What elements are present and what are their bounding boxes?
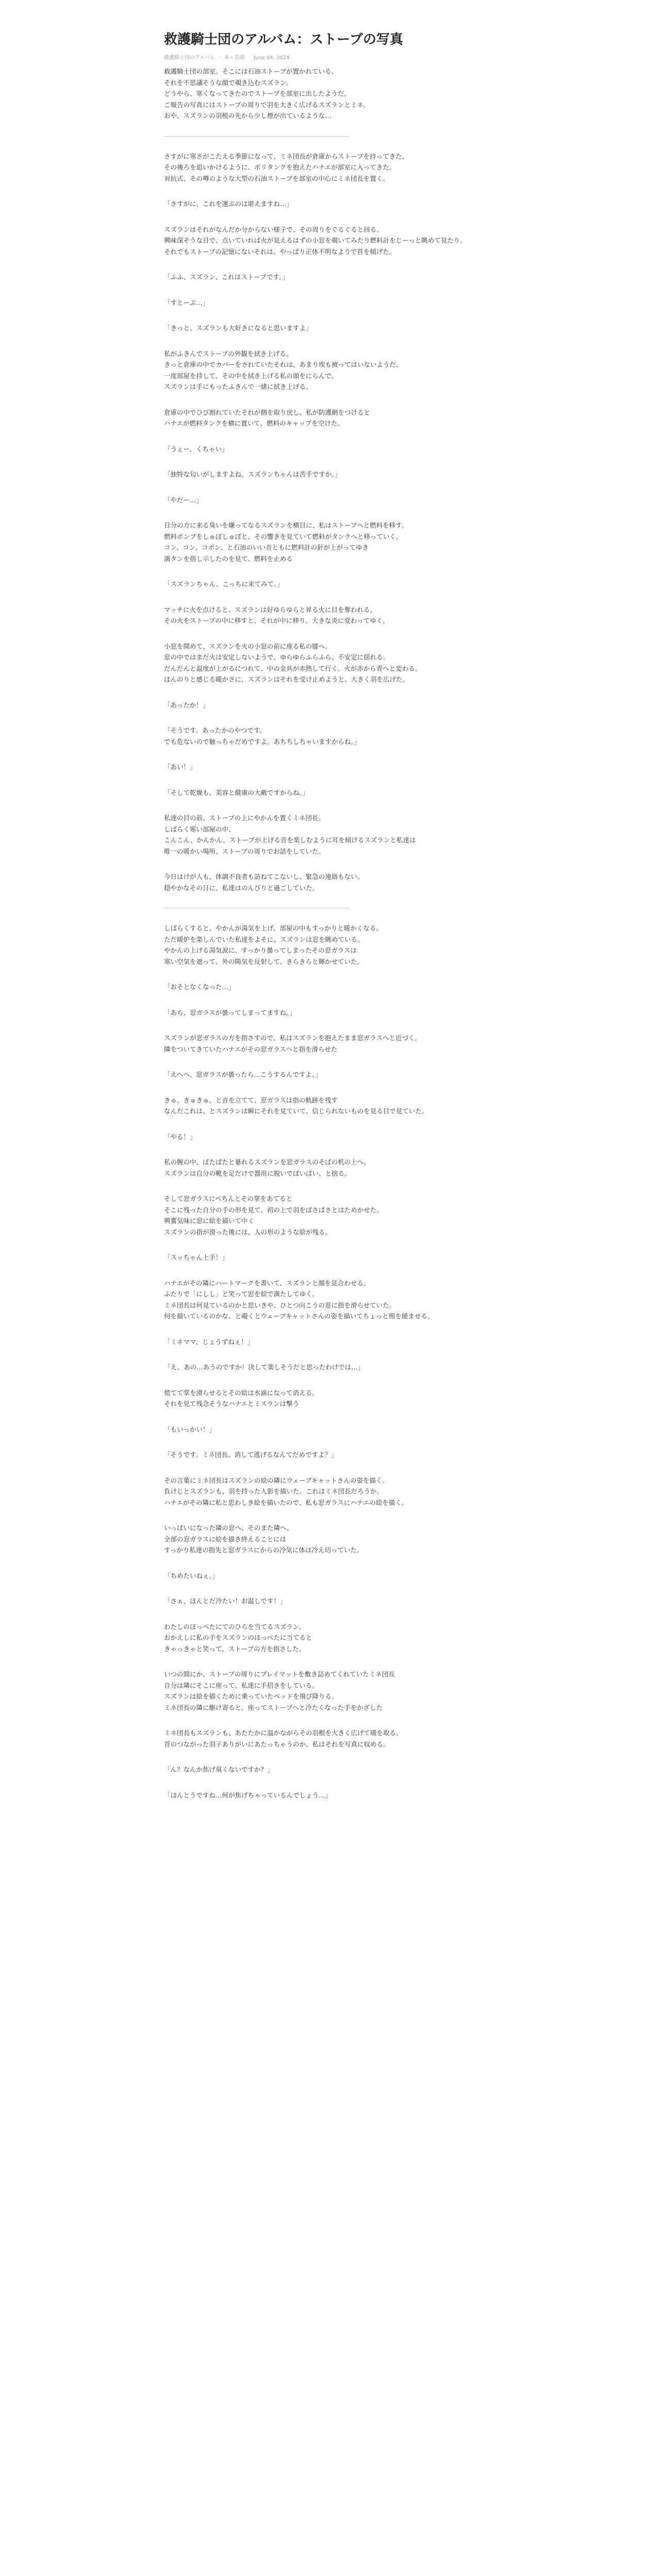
paragraph xyxy=(164,1007,494,1019)
text-line: その火をストーブの中に移すと、それが中に移り、大きな炎に変わってゆく。 xyxy=(164,617,389,625)
text-line: それを見て残念そうなハナエとミスランは撃う xyxy=(164,1400,300,1408)
text-line: 全部の窓ガラスに絵を描き終えることには xyxy=(164,1535,287,1543)
text-line: マッチに火を点けると、スズランは好ゆらゆらと昇る火に目を奪われる。 xyxy=(164,605,377,614)
text-line: 興味深そうな目で、点いていれば火が見えるはずの小窓を覗いてみたり燃料計をじーっと眺めて見たり。 xyxy=(164,236,467,245)
paragraph xyxy=(164,297,494,309)
text-line: その言葉にミネ団長はスズランの絵の隣にウェーブキャットさんの姿を描く。 xyxy=(164,1476,389,1484)
text-line: おかえしに私の手をスズランのほっぺたに当てると xyxy=(164,1634,312,1642)
text-line: 「スズランちゃん、こっちに来てみて。」 xyxy=(164,580,284,588)
paragraph xyxy=(164,1362,494,1373)
paragraph xyxy=(164,198,494,210)
text-line: 「すとーぶ…」 xyxy=(164,298,209,307)
paragraph xyxy=(164,444,494,455)
text-line: ミネ団長もスズランも、あたたかに温かながらその羽根を大きく広げて暖を取る。 xyxy=(164,1729,403,1737)
paragraph xyxy=(164,1475,494,1509)
text-line: 自分は隣にそこに座って、私達に手招きをしている。 xyxy=(164,1681,319,1689)
text-line: 「え、あの…あうのですか！決して楽しそうだと思ったわけでは…」 xyxy=(164,1363,365,1371)
paragraph xyxy=(164,1596,494,1607)
paragraph xyxy=(164,1424,494,1435)
text-line: ミネ団長の隣に駆け寄ると、座ってストーブへと冷たくなった手をかざした xyxy=(164,1703,383,1711)
text-line: さすがに寒さがこたえる季節になって、ミネ団長が倉庫からストーブを持ってきた。 xyxy=(164,152,409,160)
paragraph xyxy=(164,407,494,429)
text-line: わたしのほっぺたにてのひらを当てるスズラン。 xyxy=(164,1622,306,1631)
text-line: いつの間にか、ストーブの周りにブレイマットを敷き詰めてくれていたミネ団長 xyxy=(164,1670,395,1679)
paragraph xyxy=(164,1278,494,1322)
text-line: スズランは絵を描くために乗っていたベッドを飛び降りる。 xyxy=(164,1692,338,1701)
text-line: こんこん、かんかん、ストーブが上げる音を楽しむように耳を傾けるスズランと私達は xyxy=(164,836,416,844)
text-line: いっぱいになった隣の窓へ、そのまた隣へ。 xyxy=(164,1524,293,1532)
paragraph xyxy=(164,1069,494,1080)
category-link[interactable]: 救護騎士団のアルバム xyxy=(164,55,215,61)
paragraph xyxy=(164,323,494,334)
text-line: 慌てて掌を滑らせるとその絵は水滴になって消える。 xyxy=(164,1388,319,1397)
paragraph xyxy=(164,981,494,993)
text-line: ご報告の写真にはストーブの周りで羽を大きく広げるスズランとミネ。 xyxy=(164,100,370,109)
paragraph xyxy=(164,1764,494,1775)
paragraph xyxy=(164,1095,494,1117)
text-line: 倉庫の中でひび割れていたそれが側を取り戻し、私が防護網をつけると xyxy=(164,408,371,416)
text-line: 私の腕の中、ばたばたと暴れるスズランを窓ガラスのそばの机の上へ。 xyxy=(164,1158,370,1166)
paragraph xyxy=(164,495,494,506)
text-line: 「ふふ、スズラン、これはストーブです。」 xyxy=(164,273,289,281)
article-body xyxy=(164,66,494,1801)
text-line: 「さぁ、ほんとだ冷たい！お温しです！」 xyxy=(164,1597,287,1605)
paragraph xyxy=(164,520,494,564)
text-line: ふたりで「にしし」と笑って窓を絵で満たしてゆく。 xyxy=(164,1290,319,1298)
text-line: ミネ団長は何見ているのかと思いきや、ひとつ向こうの窓に指を滑らせていた。 xyxy=(164,1301,396,1309)
paragraph xyxy=(164,272,494,283)
text-line: 満タンを指し示したのを見て、燃料を止める xyxy=(164,554,293,563)
text-line: 「もいっかい！」 xyxy=(164,1425,216,1433)
text-line: きゅ、きゅきゅ、と音を立てて、窓ガラスは指の軌跡を残す xyxy=(164,1096,338,1104)
paragraph xyxy=(164,66,494,122)
text-line: 「やる！」 xyxy=(164,1132,196,1141)
text-line: しばらく寒い部屋の中、 xyxy=(164,825,235,833)
text-line: 「あったか！」 xyxy=(164,701,209,709)
paragraph xyxy=(164,761,494,773)
text-line: 「独特な匂いがしますよね。スズランちゃんは苦手ですか。」 xyxy=(164,470,341,479)
paragraph xyxy=(164,700,494,711)
text-line: 「きっと、スズランも大好きになると思いますよ」 xyxy=(164,324,312,332)
paragraph xyxy=(164,871,494,893)
text-line: 「えへへ、窓ガラスが曇ったら…こうするんですよ。」 xyxy=(164,1071,322,1079)
text-line: 負けじとスズランも、羽を持った人影を描いた。これはミネ団長だろうか。 xyxy=(164,1487,384,1496)
text-line: しばらくすると、やかんが湯気を上げ、部屋の中もすっかりと暖かくなる。 xyxy=(164,924,383,933)
paragraph xyxy=(164,1790,494,1801)
text-line: 何を描いているのかな、と覗くとウェーブキャットさんの姿を描いてちょっと照を緩ませる。 xyxy=(164,1312,434,1320)
paragraph xyxy=(164,1449,494,1461)
section-divider xyxy=(164,136,350,137)
paragraph xyxy=(164,641,494,685)
text-line: 「あい！」 xyxy=(164,763,196,771)
post-date: June 04, 2024 xyxy=(254,55,290,61)
paragraph xyxy=(164,151,494,184)
paragraph xyxy=(164,787,494,799)
text-line: 「おそとなくなった…」 xyxy=(164,983,235,991)
paragraph xyxy=(164,348,494,393)
paragraph xyxy=(164,1727,494,1750)
paragraph xyxy=(164,923,494,967)
text-line: スズランはそれがなんだか分からない様子で、その周りをぐるぐると回る。 xyxy=(164,225,383,233)
text-line: 燃料ポンプをしゅぽしゅぽと、その響きを見ていて燃料がタンクへと移っていく。 xyxy=(164,532,403,540)
text-line: そこに残った自分の手の形を見て、初の上で羽をぱさぱさとはためかせた。 xyxy=(164,1206,383,1214)
text-line: コン、コン、コポン、と石油のいい音ともに燃料計の針が上がってゆき xyxy=(164,544,369,552)
text-line: 「ミネママ、じょうずねぇ！」 xyxy=(164,1337,254,1346)
text-line: すっかり私達の指先と窓ガラスにからの冷気に体は冷え切っていた。 xyxy=(164,1546,363,1554)
text-line: 穏やかなその日に、私達はのんびりと過ごしていた。 xyxy=(164,884,319,892)
text-line: スズランは手にもったふきんで一緒に拭き上げる。 xyxy=(164,383,312,391)
text-line: 「そして乾燥も、美容と健康の大敵ですからね。」 xyxy=(164,788,309,796)
paragraph xyxy=(164,1193,494,1238)
text-line: 首のつながった羽子ありがいにあたっちゃうのか、私はそれを写真に収める。 xyxy=(164,1740,390,1748)
text-line: きっと倉庫の中でカバーをされていたそれは、あまり埃も被ってはいないようだ。 xyxy=(164,361,403,369)
meta-separator: · xyxy=(219,55,221,61)
text-line: 「そうです。ミネ団長、消して逃げるなんてだめですよ？」 xyxy=(164,1451,338,1459)
text-line: やかんの上げる湯気涙に、すっかり曇ってしまったその窓ガラスは xyxy=(164,946,357,955)
text-line: でも危ないので触っちゃだめですよ。あちちしちゃいますからね。」 xyxy=(164,737,361,745)
paragraph xyxy=(164,1522,494,1556)
text-line: 「ほんとうですね…何が焦げちゃっているんでしょう…」 xyxy=(164,1791,332,1799)
text-line: 一度部屋を持して、その中を拭き上げる私の頭をにらんで、 xyxy=(164,371,338,380)
text-line: その後ろを追いかけるように、ポリタンクを抱えたハナエが部室に入ってきた。 xyxy=(164,163,396,172)
text-line: それでもストーブの記憶にないそれは、やっぱり正体不明なようで首を傾げた。 xyxy=(164,247,396,256)
text-line: ほんのりと感じる暖かさに、スズランはそれを受け止めようと、大きく羽を広げた。 xyxy=(164,675,409,684)
text-line: スズランは自分の靴を足だけで器用に脱いでぱいぱい、と捨る。 xyxy=(164,1169,351,1177)
text-line: 目分の方に来る臭いを嫌ってなるスズランを横目に、私はストーブへと燃料を移す。 xyxy=(164,521,408,530)
text-line: 興奮気味に窓に絵を描いて中く xyxy=(164,1217,255,1225)
text-line: 寒い空気を遮って、外の陽気を反射して、きらきらと輝かせていた。 xyxy=(164,957,364,965)
text-line: スズランの指が滑った後には、人の形のような絵が残る。 xyxy=(164,1228,332,1236)
text-line: 「そうです。あったかのやつです。 xyxy=(164,726,266,735)
text-line: 「スッちゃん上手！」 xyxy=(164,1253,228,1262)
paragraph xyxy=(164,579,494,590)
text-line: 今日はけが人も、体調不良者も訪ねてこないし、緊急の連絡もない。 xyxy=(164,873,364,881)
text-line: だんだんと温度が上がるにつれて、中の金具が赤熱して行く。火が赤から青へと変わる。 xyxy=(164,664,422,672)
text-line: 対抗式、その噂のような大型の石油ストーブを部室の中心にミネ団長を置く。 xyxy=(164,174,389,182)
post-meta xyxy=(164,53,494,61)
text-line: なんだこれは、とスズランは瞬にそれを見ていて、信じられないものを見る目で見ていた。 xyxy=(164,1107,428,1115)
text-line: 「あら、窓ガラスが曇ってしまってますね。」 xyxy=(164,1008,296,1016)
text-line: 窓の中ではまだ火は安定しないようで、ゆらゆらふらふら、不安定に揺れる。 xyxy=(164,653,390,662)
text-line: ハナエが燃料タンクを横に置いて、燃料のキャップを空けた。 xyxy=(164,419,344,428)
meta-separator: · xyxy=(248,55,250,61)
paragraph xyxy=(164,1252,494,1263)
text-line: 私達の目の前、ストーブの上にやかんを置くミネ団長。 xyxy=(164,814,325,822)
text-line: 「ちめたいねぇ。」 xyxy=(164,1571,219,1580)
text-line: スズランが窓ガラスの方を指さすので、私はスズランを抱えたまま窓ガラスへと近づく。 xyxy=(164,1034,421,1042)
text-line: 隣をついてきていたハナエがその窓ガラスへと指を滑らせた xyxy=(164,1045,338,1053)
text-line: 「さすがに、これを運ぶのは堪えますね…」 xyxy=(164,200,293,208)
text-line: 「うぇー、くちゃい」 xyxy=(164,445,228,453)
paragraph xyxy=(164,1570,494,1582)
text-line: きゃっきゃと笑って、ストーブの方を指さした。 xyxy=(164,1645,306,1653)
paragraph xyxy=(164,224,494,258)
paragraph xyxy=(164,1131,494,1143)
paragraph xyxy=(164,1157,494,1179)
paragraph xyxy=(164,812,494,857)
text-line: ハナエがその隣にハートマークを書いて、スズランと顔を見合わせる。 xyxy=(164,1279,370,1287)
paragraph xyxy=(164,1032,494,1055)
paragraph xyxy=(164,725,494,747)
text-line: ただ暖炉を楽しんでいた私達をよそに、スズランは窓を眺めている。 xyxy=(164,935,364,943)
text-line: 「やだー…」 xyxy=(164,496,203,504)
text-line: どうやら、寒くなってきたのでストーブを部室に出したようだ。 xyxy=(164,90,351,98)
text-line: それを不思議そうな顔で覗き込むスズラン。 xyxy=(164,78,293,87)
paragraph xyxy=(164,469,494,480)
text-line: 救護騎士団の部室。そこには石油ストーブが置かれている。 xyxy=(164,67,338,76)
paragraph xyxy=(164,1621,494,1655)
paragraph xyxy=(164,1387,494,1410)
text-line: 私がふきんでストーブの外観を拭き上げる。 xyxy=(164,349,293,358)
paragraph xyxy=(164,1336,494,1348)
text-line: 唯一の暖かい場所、ストーブの周りでお話をしていた。 xyxy=(164,847,325,855)
text-line: おや、スズランの羽根の先から少し煙が出ているような… xyxy=(164,112,332,120)
text-line: そして窓ガラスにぺちんとその掌をあてると xyxy=(164,1195,293,1203)
paragraph xyxy=(164,1669,494,1713)
page-title: 救護騎士団のアルバム：ストーブの写真 xyxy=(164,32,403,47)
article xyxy=(164,31,494,1815)
text-line: 小窓を開めて、スズランを火の小窓の前に座る私の膝へ。 xyxy=(164,642,332,650)
text-line: 「ん？なんか焦げ臭くないですか？」 xyxy=(164,1766,274,1774)
text-line: ハナエがその隣に私と思わしき絵を描いたので、私も窓ガラスにハナエの絵を描く。 xyxy=(164,1498,408,1506)
paragraph xyxy=(164,604,494,626)
tag-link[interactable]: 本ヶ岳晴 xyxy=(224,55,245,61)
